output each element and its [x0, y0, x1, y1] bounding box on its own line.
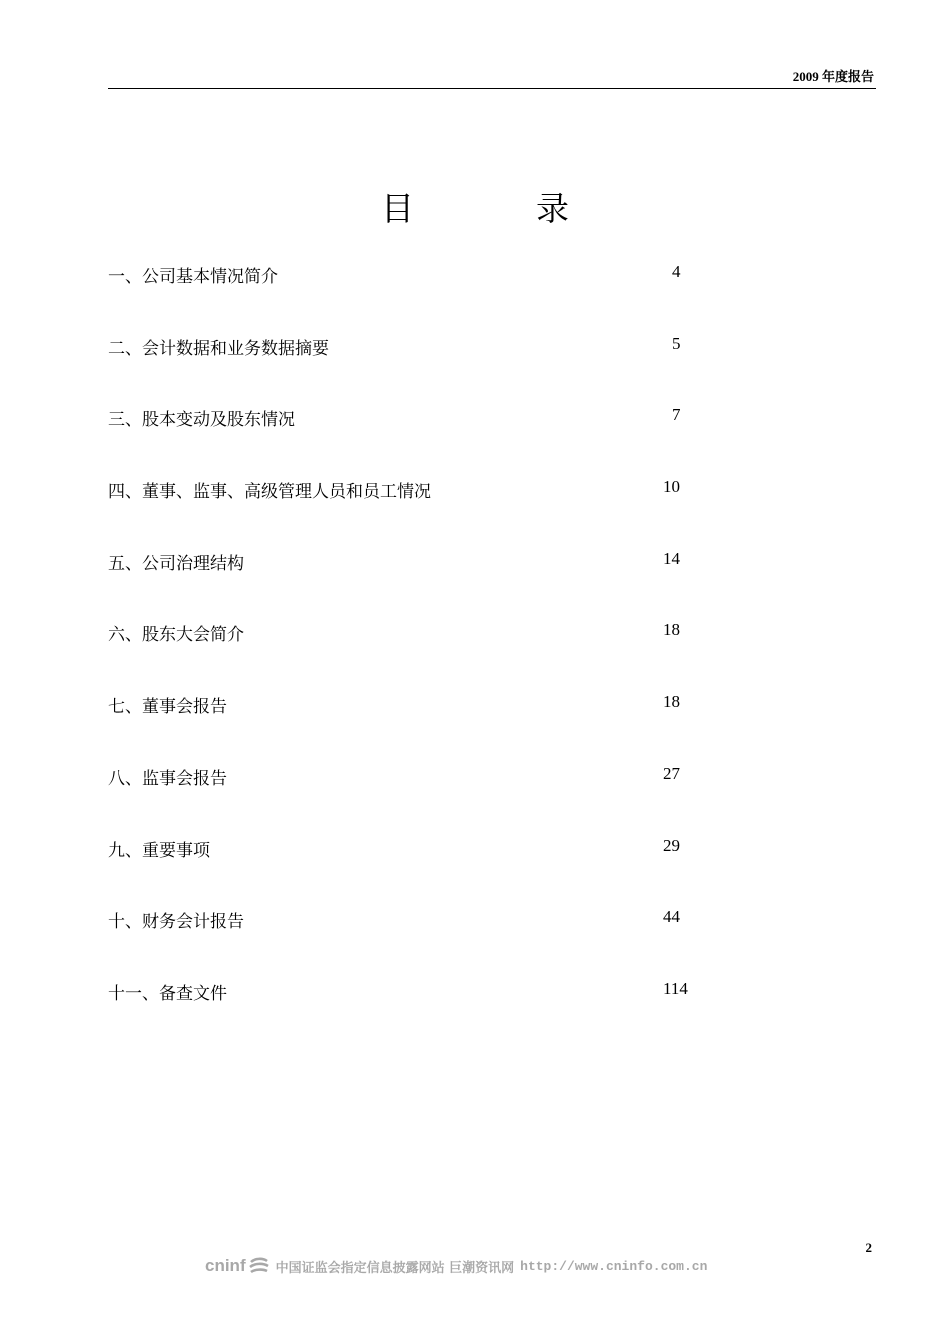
toc-title-right: 录	[536, 189, 569, 228]
toc-entry-page: 18	[663, 692, 680, 712]
toc-entry-7[interactable]	[108, 692, 708, 764]
toc-entry-label: 四、董事、监事、高级管理人员和员工情况	[108, 482, 431, 503]
toc-entry-2[interactable]	[108, 334, 708, 406]
toc-entry-label: 七、董事会报告	[108, 697, 227, 718]
toc-entry-5[interactable]	[108, 549, 708, 621]
cninfo-logo-icon	[248, 1257, 270, 1275]
toc-entry-page: 5	[672, 333, 681, 353]
footer-url-link[interactable]: http://www.cninfo.com.cn	[520, 1258, 708, 1274]
toc-entry-label: 三、股本变动及股东情况	[108, 410, 295, 431]
toc-entry-label: 八、监事会报告	[108, 768, 227, 789]
toc-entry-3[interactable]	[108, 405, 708, 477]
toc-entry-page: 7	[672, 405, 681, 425]
toc-entry-label: 二、会计数据和业务数据摘要	[108, 338, 329, 359]
toc-entry-label: 十一、备查文件	[108, 983, 227, 1004]
toc-list	[108, 262, 708, 1051]
toc-entry-page: 44	[663, 907, 680, 927]
toc-entry-page: 27	[663, 763, 680, 783]
toc-entry-8[interactable]	[108, 764, 708, 836]
toc-entry-label: 九、重要事项	[108, 840, 210, 861]
toc-entry-page: 14	[663, 548, 680, 568]
toc-entry-4[interactable]	[108, 477, 708, 549]
toc-entry-label: 十、财务会计报告	[108, 912, 244, 933]
toc-entry-10[interactable]	[108, 907, 708, 979]
toc-entry-label: 一、公司基本情况简介	[108, 267, 278, 287]
footer-site-text: 中国证监会指定信息披露网站 巨潮资讯网	[275, 1260, 515, 1276]
toc-entry-page: 18	[663, 620, 680, 640]
toc-entry-page: 4	[672, 262, 681, 281]
toc-entry-page: 114	[663, 978, 688, 998]
footer-watermark	[205, 1256, 707, 1276]
header-divider	[108, 88, 876, 89]
cninfo-logo	[205, 1256, 270, 1276]
toc-entry-page: 29	[663, 835, 680, 855]
toc-entry-label: 五、公司治理结构	[108, 553, 244, 574]
toc-entry-9[interactable]	[108, 836, 708, 908]
report-header-title: 2009 年度报告	[792, 69, 874, 84]
toc-entry-label: 六、股东大会简介	[108, 625, 244, 646]
toc-entry-11[interactable]	[108, 979, 708, 1051]
page-number: 2	[865, 1240, 872, 1255]
toc-entry-1[interactable]	[108, 262, 708, 334]
toc-entry-6[interactable]	[108, 620, 708, 692]
toc-title-left: 目	[381, 189, 414, 228]
toc-entry-page: 10	[663, 477, 680, 497]
logo-text: cninf	[205, 1256, 246, 1275]
toc-title	[0, 183, 950, 230]
